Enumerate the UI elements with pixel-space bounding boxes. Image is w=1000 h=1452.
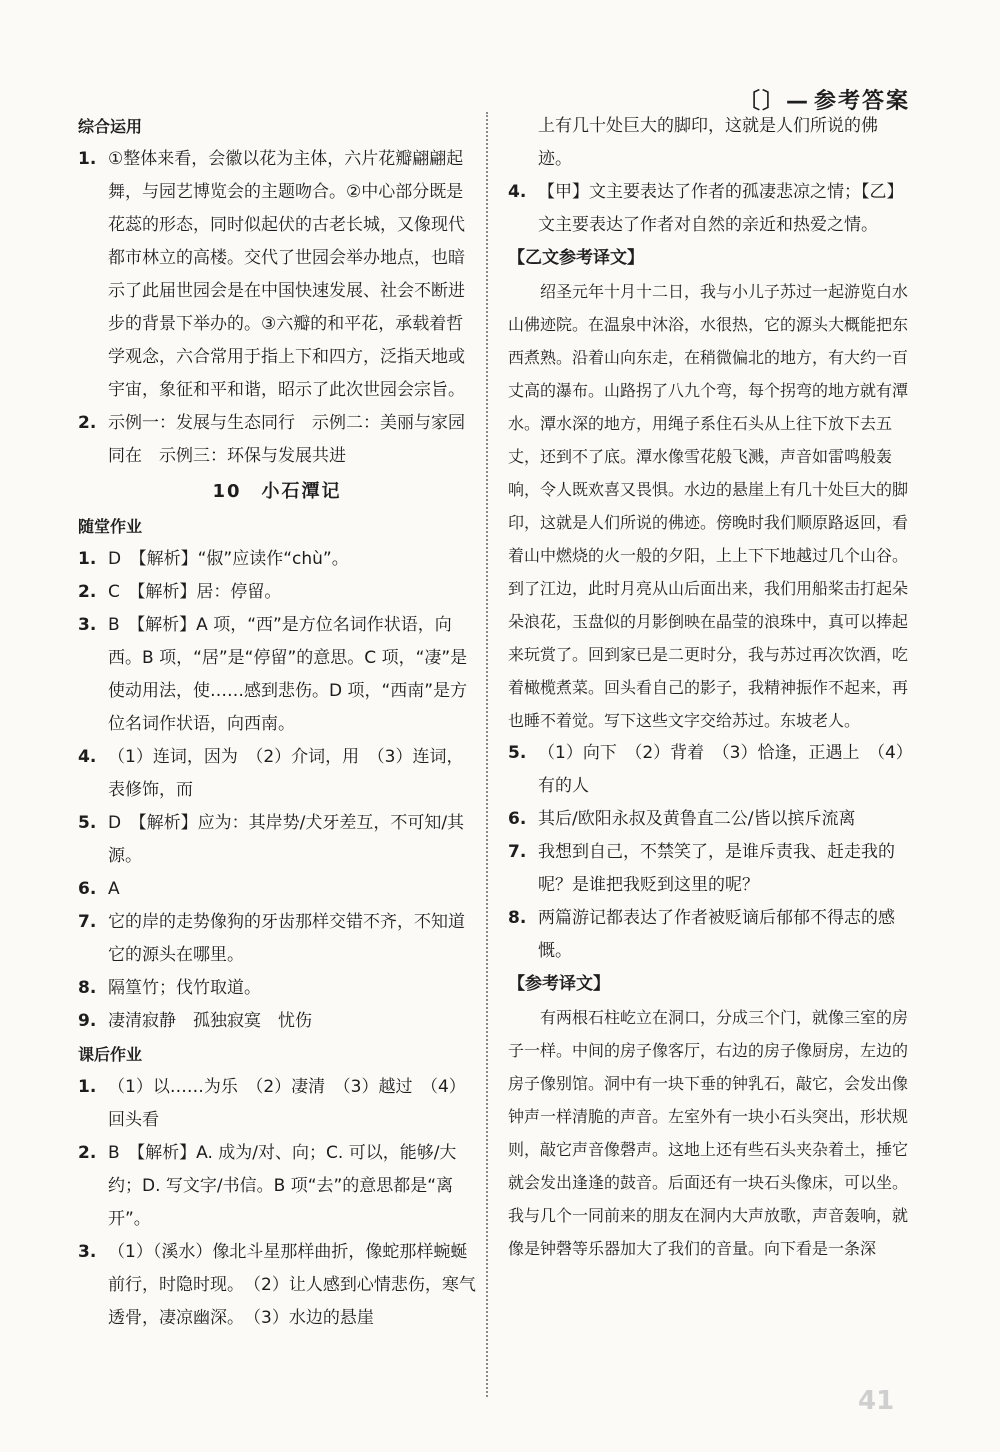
list-item: 7. 我想到自己，不禁笑了，是谁斥责我、赶走我的呢？是谁把我贬到这里的呢？: [508, 842, 895, 895]
right-column: [508, 110, 908, 1265]
header-logo-icon: 〔〕—: [737, 89, 810, 114]
list-item: 1. D 【解析】“俶”应读作“chù”。: [78, 549, 349, 569]
list-item: 3. （1）（溪水）像北斗星那样曲折，像蛇那样蜿蜒前行，时隐时现。 （2）让人感到心情悲伤，寒气透骨，凄凉幽深。 （3）水边的悬崖: [78, 1242, 476, 1328]
list-item: 6. A: [78, 879, 120, 899]
section-heading: 课后作业: [78, 1045, 143, 1064]
list-item: 1. （1）以……为乐 （2）凄清 （3）越过 （4）回头看: [78, 1077, 466, 1130]
left-column: [78, 110, 476, 1335]
list-item: 4. 【甲】文主要表达了作者的孤凄悲凉之情；【乙】文主要表达了作者对自然的亲近和热爱之情。: [508, 182, 904, 235]
list-item: 6. 其后/欧阳永叔及黄鲁直二公/皆以摈斥流离: [508, 809, 856, 829]
list-item: 7. 它的岸的走势像狗的牙齿那样交错不齐，不知道它的源头在哪里。: [78, 912, 465, 965]
header-title: 参考答案: [813, 89, 910, 114]
translation-heading: 【乙文参考译文】: [508, 248, 644, 268]
list-item: 8. 两篇游记都表达了作者被贬谪后郁郁不得志的感慨。: [508, 908, 895, 961]
list-item: 2. 示例一：发展与生态同行 示例二：美丽与家园同在 示例三：环保与发展共进: [78, 413, 465, 466]
translation-heading: 【参考译文】: [508, 974, 610, 994]
list-item: 5. D 【解析】应为：其岸势/犬牙差互，不可知/其源。: [78, 813, 465, 866]
section-heading: 随堂作业: [78, 517, 143, 536]
list-item: 4. （1）连词，因为 （2）介词，用 （3）连词，表修饰，而: [78, 747, 464, 800]
lesson-title: 10 小石潭记: [212, 481, 342, 502]
translation-text: 绍圣元年十月十二日，我与小儿子苏过一起游览白水山佛迹院。在温泉中沐浴，水很热，它的源头大概能把东西煮熟。沿着山向东走，在稍微偏北的地方，有大约一百丈高的瀑布。山路拐了八九个弯，每个拐弯的地方就有潭水。潭水深的地方，用绳子系住石头从上往下放下去五丈，还到不了底。潭水像雪花般飞溅，声音如雷鸣般轰响，令人既欢喜又畏惧。水边的悬崖上有几十处巨大的脚印，这就是人们所说的佛迹。傍晚时我们顺原路返回，看着山中燃烧的火一般的夕阳，上上下下地越过几个山谷。到了江边，此时月亮从山后面出来，我们用船桨击打起朵朵浪花，玉盘似的月影倒映在晶莹的浪珠中，真可以捧起来玩赏了。回到家已是二更时分，我与苏过再次饮酒，吃着橄榄煮菜。回头看自己的影子，我精神振作不起来，再也睡不着觉。写下这些文字交给苏过。东坡老人。: [508, 282, 909, 730]
list-item: 3. B 【解析】A 项，“西”是方位名词作状语，向西。B 项，“居”是“停留”的意思。C 项，“凄”是使动用法，使……感到悲伤。D 项，“西南”是方位名词作状语，向西南。: [78, 615, 468, 734]
translation-text: 有两根石柱屹立在洞口，分成三个门，就像三室的房子一样。中间的房子像客厅，右边的房子像厨房，左边的房子像别馆。洞中有一块下垂的钟乳石，敲它，会发出像钟声一样清脆的声音。左室外有一块小石头突出，形状规则，敲它声音像磬声。这地上还有些石头夹杂着土，捶它就会发出逢逢的鼓音。后面还有一块石头像床，可以坐。我与几个一同前来的朋友在洞内大声放歌，声音轰响，就像是钟磬等乐器加大了我们的音量。向下看是一条深: [508, 1008, 909, 1258]
list-item: 2. C 【解析】居：停留。: [78, 582, 282, 602]
page-number: 41: [858, 1386, 895, 1416]
list-item: 8. 隔篁竹；伐竹取道。: [78, 978, 261, 998]
column-divider: [486, 112, 488, 1397]
continued-text: 上有几十处巨大的脚印，这就是人们所说的佛迹。: [538, 116, 878, 169]
list-item: 2. B 【解析】A. 成为/对、向；C. 可以，能够/大约；D. 写文字/书信。B 项“去”的意思都是“离开”。: [78, 1143, 457, 1229]
section-heading: 综合运用: [78, 117, 143, 136]
list-item: 9. 凄清寂静 孤独寂寞 忧伤: [78, 1011, 312, 1031]
list-item: 1. ①整体来看，会徽以花为主体，六片花瓣翩翩起舞，与园艺博览会的主题吻合。②中心部分既是花蕊的形态，同时似起伏的古老长城，又像现代都市林立的高楼。交代了世园会举办地点，也暗示了此届世园会是在中国快速发展、社会不断进步的背景下举办的。③六瓣的和平花，承载着哲学观念，六合常用于指上下和四方，泛指天地或宇宙，象征和平和谐，昭示了此次世园会宗旨。: [78, 149, 465, 400]
list-item: 5. （1）向下 （2）背着 （3）恰逢，正遇上 （4）有的人: [508, 743, 905, 796]
